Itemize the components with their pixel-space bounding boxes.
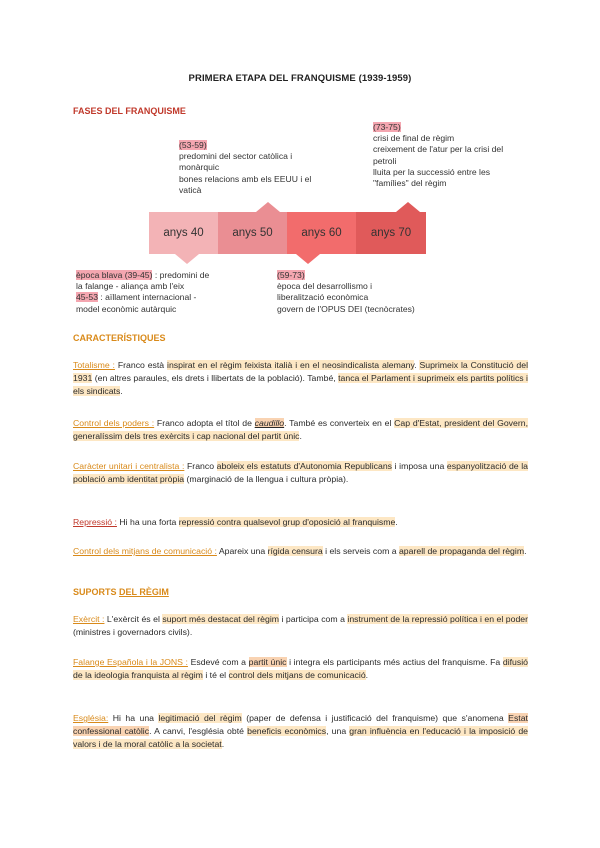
- note-70s-line: "famílies" del règim: [373, 178, 447, 189]
- timeline-segment-60s: [287, 212, 356, 254]
- caracteristiques-heading: CARACTERÍSTIQUES: [73, 333, 166, 343]
- highlight: beneficis econòmics: [247, 726, 327, 737]
- text: .: [299, 431, 302, 442]
- text: (ministres i governadors civils).: [73, 627, 193, 638]
- note-40s-range: època blava (39-45): [76, 270, 153, 280]
- text: Hi ha una: [108, 713, 159, 723]
- text: . A canvi, l'església obté: [149, 726, 248, 737]
- highlight: caudillo: [254, 418, 285, 428]
- note-50s-line: bones relacions amb els EEUU i el: [179, 173, 312, 184]
- highlight: tanca el Parlament i suprimeix els partits polítics i els sindicats: [73, 373, 528, 397]
- note-40s-range: 45-53: [76, 292, 98, 303]
- note-50s-range: (53-59): [179, 140, 207, 150]
- note-40s-text: : aïllament internacional -: [97, 292, 197, 303]
- suports-heading-a: SUPORTS: [73, 587, 120, 597]
- text: . També es converteix en el: [284, 418, 395, 428]
- highlight: aboleix els estatuts d'Autonomia Republicans: [216, 461, 393, 471]
- highlight: partit únic: [248, 657, 287, 667]
- note-60s-range: (59-73): [277, 270, 305, 280]
- highlight: gran influència en l'educació i la imposició de valors i de la moral catòlic a la societat: [73, 726, 528, 750]
- text: Hi ha una forta: [116, 517, 179, 527]
- timeline-label: anys 50: [232, 227, 273, 239]
- highlight: inspirat en el règim feixista italià i en el neosindicalista alemany: [167, 360, 415, 370]
- note-50s-line: monàrquic: [179, 162, 220, 173]
- highlight: difusió de la ideologia franquista al règim: [73, 657, 528, 681]
- text: , una: [326, 726, 350, 737]
- text: Apareix una: [216, 546, 268, 556]
- note-70s-line: petroli: [373, 155, 397, 166]
- text: i els serveis com a: [322, 546, 399, 556]
- text: .: [221, 739, 225, 750]
- text: i integra els participants més actius del franquisme. Fa: [286, 657, 503, 667]
- text: L'exèrcit és el: [104, 614, 163, 624]
- paragraph-control-poders: [73, 417, 528, 443]
- paragraph-falange: [73, 656, 528, 682]
- timeline-segment-40s: [149, 212, 218, 254]
- keyword: Repressió :: [73, 517, 117, 527]
- page-title: PRIMERA ETAPA DEL FRANQUISME (1939-1959): [188, 73, 412, 84]
- text: Franco: [184, 461, 217, 471]
- timeline-label: anys 70: [370, 227, 412, 239]
- suports-heading: [73, 587, 169, 597]
- keyword: Control dels poders :: [73, 418, 155, 428]
- note-40s-line: la falange - aliança amb l'eix: [76, 281, 185, 292]
- text: Esdevé com a: [187, 657, 249, 667]
- note-70s-line: lluita per la successió entre les: [373, 166, 491, 177]
- paragraph-esglesia: [73, 712, 528, 752]
- note-60s-line: liberalització econòmica: [277, 292, 369, 303]
- note-50s-line: predomini del sector catòlica i: [179, 151, 293, 162]
- pointer-50s: [256, 202, 280, 212]
- text: Franco adopta el títol de: [154, 418, 255, 428]
- text: (paper de defensa i justificació del franquisme) que s'anomena: [241, 713, 509, 723]
- note-40s: [76, 270, 209, 315]
- text: (marginació de la llengua i cultura pròpia).: [184, 474, 349, 485]
- keyword: Caràcter unitari i centralista :: [73, 461, 185, 471]
- highlight: suport més destacat del règim: [162, 614, 279, 624]
- note-70s-line: crisi de final de règim: [373, 133, 455, 144]
- text: .: [524, 546, 527, 556]
- suports-heading-b: DEL RÈGIM: [119, 587, 169, 597]
- text: .: [120, 386, 123, 397]
- paragraph-caracter-unitari: [73, 460, 528, 486]
- note-40s-line: model econòmic autàrquic: [76, 303, 177, 314]
- keyword: Església:: [73, 713, 109, 723]
- text: .: [365, 670, 369, 681]
- highlight: legitimació del règim: [158, 713, 242, 723]
- paragraph-repressio: [73, 516, 528, 529]
- note-70s-range: (73-75): [373, 122, 401, 132]
- paragraph-totalisme: [73, 359, 528, 399]
- timeline-segment-50s: [218, 212, 287, 254]
- keyword: Totalisme :: [73, 360, 115, 370]
- timeline-pointers: [0, 0, 600, 303]
- note-40s-text: : predomini de: [152, 270, 210, 280]
- note-60s: [277, 270, 415, 315]
- pointer-70s: [396, 202, 420, 212]
- timeline-label: anys 60: [301, 227, 342, 239]
- paragraph-control-mitjans: [73, 545, 528, 558]
- text: i imposa una: [392, 461, 447, 471]
- keyword: Falange Española i la JONS :: [73, 657, 188, 667]
- keyword: Control dels mitjans de comunicació :: [73, 546, 217, 556]
- note-60s-line: govern de l'OPUS DEI (tecnòcrates): [277, 303, 415, 314]
- highlight: aparell de propaganda del règim: [398, 546, 525, 556]
- note-70s-line: creixement de l'atur per la crisi del: [373, 144, 504, 155]
- paragraph-exercit: [73, 613, 528, 639]
- highlight: espanyolització de la població amb identitat pròpia: [73, 461, 528, 485]
- fases-heading: FASES DEL FRANQUISME: [73, 106, 186, 116]
- highlight: Suprimeix la Constitució del 1931: [73, 360, 528, 384]
- highlight: instrument de la repressió política i en el poder: [347, 614, 529, 624]
- pointer-40s: [175, 254, 199, 264]
- timeline-label: anys 40: [163, 227, 204, 239]
- text: .: [395, 517, 398, 527]
- text: i té el: [202, 670, 229, 681]
- highlight: Estat confessional catòlic: [73, 713, 528, 737]
- text: i participa com a: [279, 614, 348, 624]
- note-60s-line: època del desarrollismo i: [277, 281, 373, 292]
- highlight: control dels mitjans de comunicació: [228, 670, 366, 681]
- text: .: [414, 360, 420, 370]
- note-50s-line: vaticà: [179, 184, 202, 195]
- text: Franco està: [114, 360, 168, 370]
- pointer-60s: [296, 254, 320, 264]
- highlight: rígida censura: [267, 546, 323, 556]
- text: (en altres paraules, els drets i llibertats de la població). També,: [92, 373, 339, 384]
- timeline-segment-70s: [356, 212, 426, 254]
- keyword: Exèrcit :: [73, 614, 105, 624]
- highlight: repressió contra qualsevol grup d'oposició al franquisme: [178, 517, 396, 527]
- highlight: Cap d'Estat, president del Govern, generalíssim dels tres exèrcits i cap nacional del partit únic: [73, 418, 528, 442]
